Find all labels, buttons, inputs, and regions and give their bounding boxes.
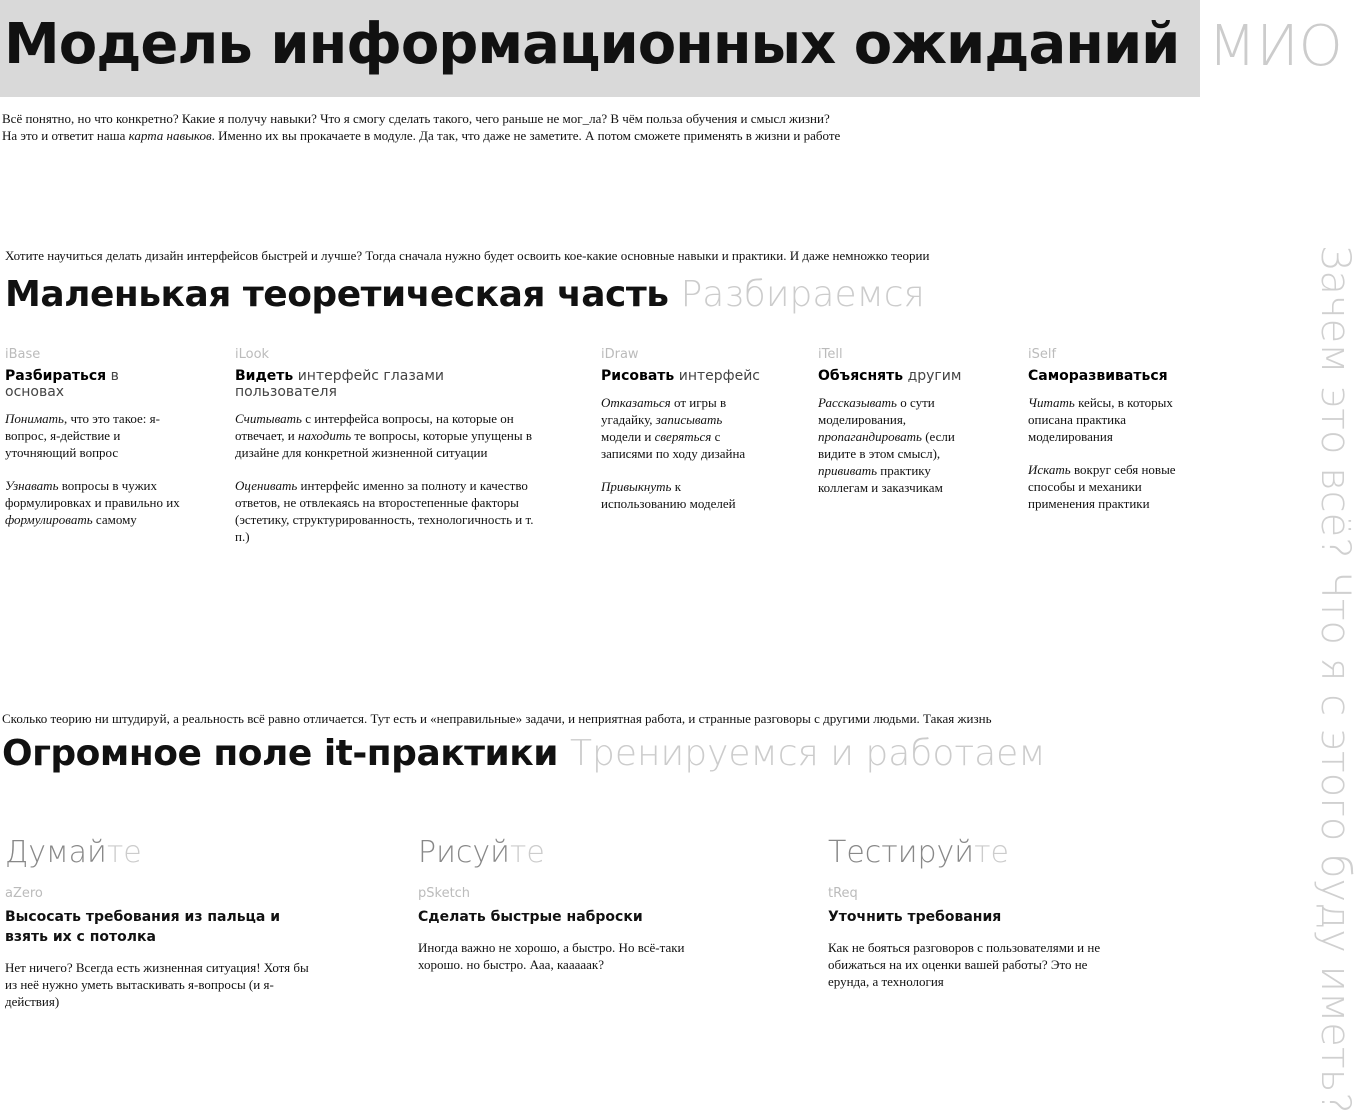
text-segment: от игры в угадайку, <box>601 395 727 427</box>
theory-subtitle: Разбираемся <box>680 274 925 315</box>
text-segment: интерфейс именно за полноту и качество ответов, не отвлекаясь на второстепенные факторы (эстетику, структурированность, технологичность и т. п.) <box>235 478 534 544</box>
practice-lead: Сколько теорию ни штудируй, а реальность всё равно отличается. Тут есть и «неправильные» задачи, и неприятная работа, и странные разговоры с другими людьми. Такая жизнь <box>2 711 992 726</box>
page-title: Модель информационных ожиданий <box>4 12 1180 77</box>
skill-verb: Объяснять <box>818 368 904 384</box>
skill-description <box>5 477 180 528</box>
practice-title: Сделать быстрые наброски <box>418 909 643 925</box>
practice-title: Уточнить требования <box>828 909 1002 925</box>
skill-verb: Рисовать <box>601 368 675 384</box>
skill-card-idraw <box>601 347 761 528</box>
text-segment: На это и ответит наша <box>2 128 129 143</box>
emphasis-text: карта навыков <box>128 128 212 143</box>
side-question: Зачем это всё? Что я с этого буду иметь? <box>1312 245 1358 1114</box>
skill-description <box>818 394 978 496</box>
skill-title <box>818 368 978 384</box>
practice-verb <box>418 835 718 870</box>
skill-card-ilook <box>235 347 545 561</box>
emphasis-text: сверяться <box>654 429 712 444</box>
skill-tag: iSelf <box>1028 347 1057 362</box>
text-segment: вокруг себя новые способы и механики применения практики <box>1028 462 1176 511</box>
text-segment: кейсы, в которых описана практика моделирования <box>1028 395 1173 444</box>
practice-title: Огромное поле it-практики <box>2 733 558 774</box>
practice-card-azero <box>5 835 315 1010</box>
emphasis-text: Читать <box>1028 395 1075 410</box>
emphasis-text: находить <box>298 428 352 443</box>
practice-heading <box>2 733 1045 774</box>
verb-ending: те <box>509 835 545 870</box>
emphasis-text: Искать <box>1028 462 1071 477</box>
practice-verb <box>828 835 1128 870</box>
verb-ending: те <box>106 835 142 870</box>
intro-line-2 <box>2 127 840 144</box>
theory-heading <box>5 274 925 315</box>
theory-title: Маленькая теоретическая часть <box>5 274 669 315</box>
practice-card-treq <box>828 835 1128 990</box>
text-segment: с интерфейса вопросы, на которые он отвечает, и <box>235 411 514 443</box>
skill-card-iself <box>1028 347 1188 528</box>
skill-verb: Видеть <box>235 368 294 384</box>
emphasis-text: Считывать <box>235 411 302 426</box>
verb-stem: Тестируй <box>828 835 975 870</box>
skill-title <box>235 368 545 400</box>
skill-rest: интерфейс <box>674 368 761 384</box>
skill-title <box>5 368 180 400</box>
emphasis-text: Рассказывать <box>818 395 897 410</box>
practice-description: Иногда важно не хорошо, а быстро. Но всё-таки хорошо. но быстро. Ааа, кааааак? <box>418 940 685 972</box>
emphasis-text: прививать <box>818 463 878 478</box>
skill-description <box>5 410 180 461</box>
skill-title <box>1028 368 1188 384</box>
practice-tag: tReq <box>828 886 858 901</box>
theory-lead: Хотите научиться делать дизайн интерфейсов быстрей и лучше? Тогда сначала нужно будет освоить кое-какие основные навыки и практики. И даже немножко теории <box>5 248 930 263</box>
practice-verb <box>5 835 315 870</box>
skill-title <box>601 368 761 384</box>
text-segment: (если видите в этом смысл), <box>818 429 955 461</box>
skill-card-itell <box>818 347 978 512</box>
intro <box>2 110 840 144</box>
verb-ending: те <box>974 835 1009 870</box>
text-segment: самому <box>92 512 137 527</box>
skill-tag: iDraw <box>601 347 639 362</box>
skill-description <box>235 477 545 545</box>
practice-subtitle: Тренируемся и работаем <box>569 733 1046 774</box>
text-segment: . Именно их вы прокачаете в модуле. Да так, что даже не заметите. А потом сможете применять в жизни и работе <box>211 128 841 143</box>
practice-title: Высосать требования из пальца и взять их с потолка <box>5 909 281 945</box>
practice-tag: aZero <box>5 886 43 901</box>
practice-description: Как не бояться разговоров с пользователями и не обижаться на их оценки вашей работы? Это не ерунда, а технология <box>828 940 1101 989</box>
emphasis-text: Привыкнуть <box>601 479 672 494</box>
emphasis-text: Оценивать <box>235 478 298 493</box>
text-segment: о сути моделирования, <box>818 395 935 427</box>
emphasis-text: записывать <box>655 412 723 427</box>
text-segment: модели и <box>601 429 655 444</box>
emphasis-text: Понимать <box>5 411 64 426</box>
emphasis-text: Узнавать <box>5 478 59 493</box>
text-segment: те вопросы, которые упущены в дизайне для конкретной жизненной ситуации <box>235 428 532 460</box>
text-segment: вопросы в чужих формулировках и правильно их <box>5 478 180 510</box>
emphasis-text: пропагандировать <box>818 429 922 444</box>
skill-rest: интерфейс глазами пользователя <box>235 368 445 400</box>
skill-tag: iTell <box>818 347 843 362</box>
skill-verb: Разбираться <box>5 368 107 384</box>
emphasis-text: Отказаться <box>601 395 671 410</box>
skill-description <box>235 410 545 461</box>
practice-description: Нет ничего? Всегда есть жизненная ситуация! Хотя бы из неё нужно уметь вытаскивать я-вопросы (и я-действия) <box>5 960 309 1009</box>
intro-line-1: Всё понятно, но что конкретно? Какие я получу навыки? Что я смогу сделать такого, чего раньше не мог_ла? В чём польза обучения и смысл жизни? <box>2 111 830 126</box>
skill-description <box>601 394 761 462</box>
emphasis-text: формулировать <box>5 512 93 527</box>
skill-tag: iBase <box>5 347 41 362</box>
text-segment: практику коллегам и заказчикам <box>818 463 943 495</box>
skill-description <box>601 478 761 512</box>
text-segment: , что это такое: я-вопрос, я-действие и уточняющий вопрос <box>5 411 160 460</box>
practice-tag: pSketch <box>418 886 471 901</box>
text-segment: с записями по ходу дизайна <box>601 429 746 461</box>
practice-card-psketch <box>418 835 718 973</box>
page-abbr: МИО <box>1208 14 1343 79</box>
verb-stem: Думай <box>5 835 107 870</box>
text-segment: к использованию моделей <box>601 479 736 511</box>
skill-rest: другим <box>903 368 962 384</box>
skill-description <box>1028 461 1188 512</box>
verb-stem: Рисуй <box>418 835 510 870</box>
skill-tag: iLook <box>235 347 270 362</box>
skill-verb: Саморазвиваться <box>1028 368 1168 384</box>
skill-description <box>1028 394 1188 445</box>
skill-rest: в основах <box>5 368 119 400</box>
skill-card-ibase <box>5 347 180 544</box>
